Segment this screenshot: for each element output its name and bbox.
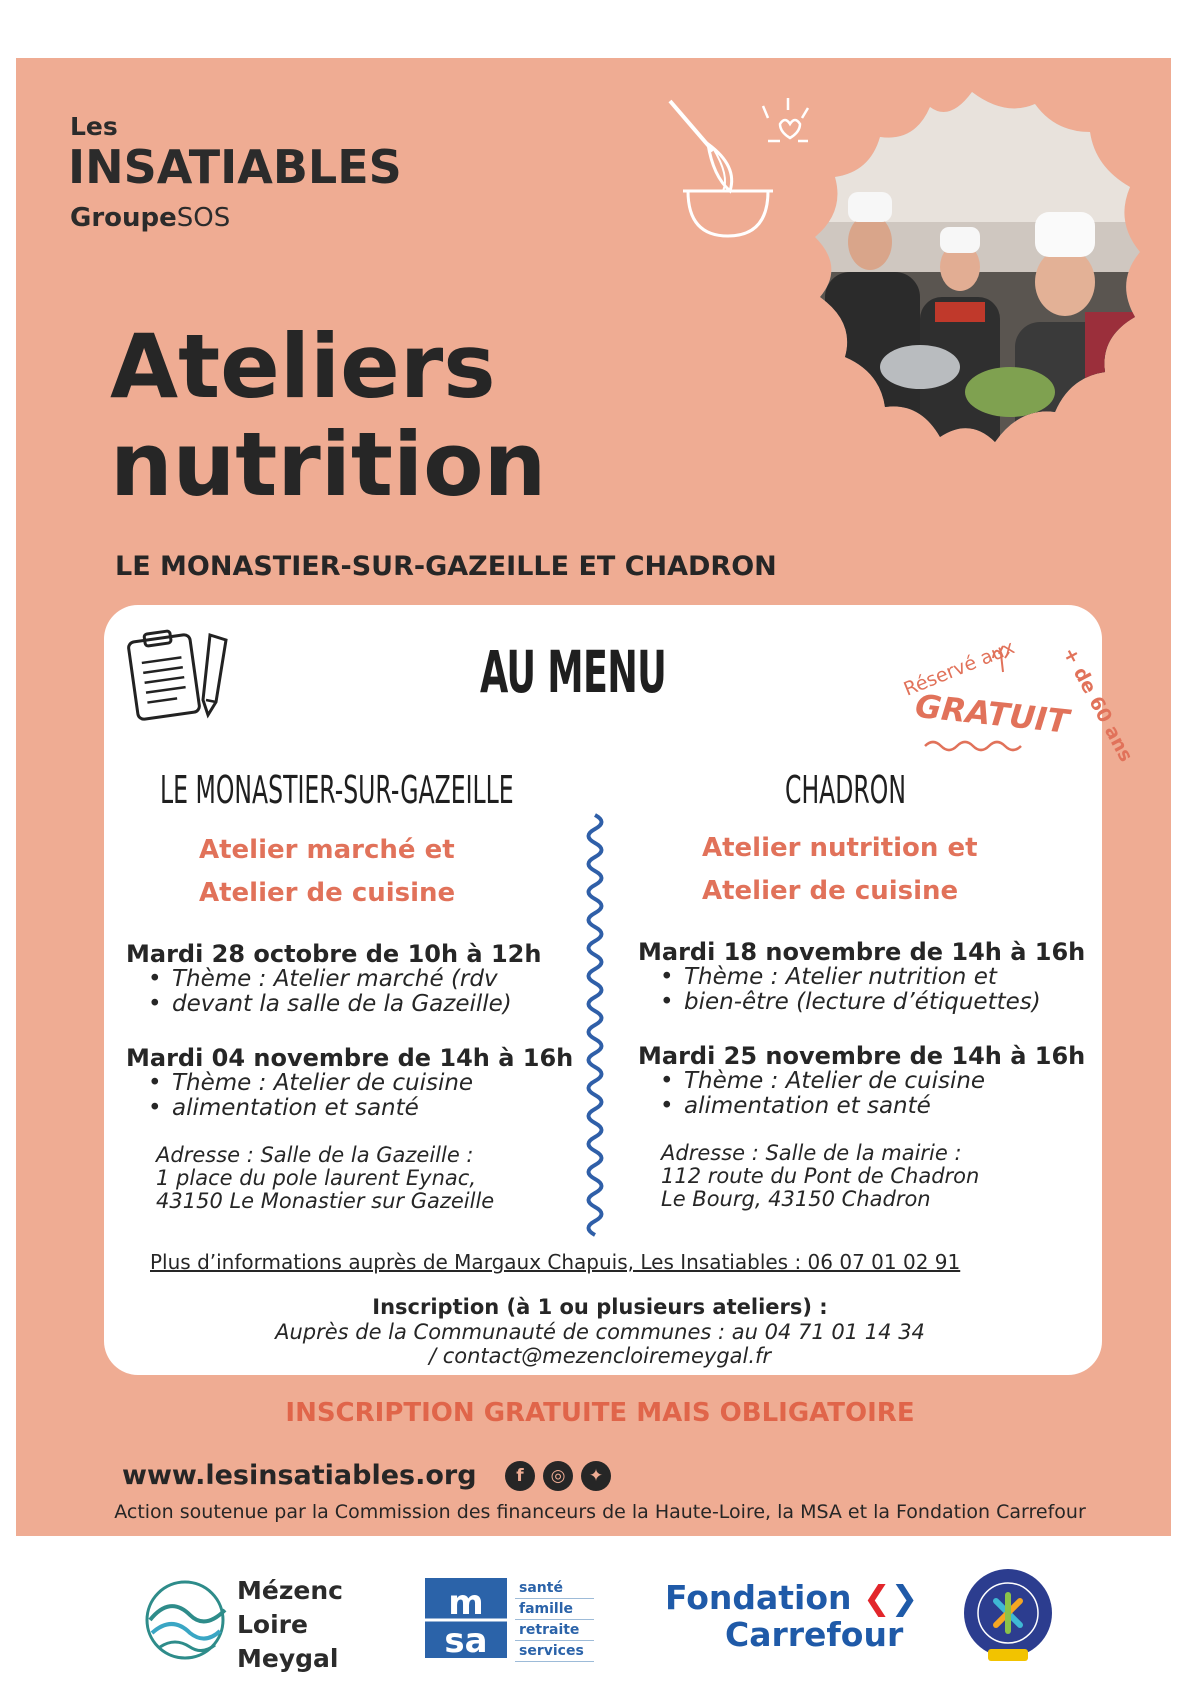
wavy-divider xyxy=(578,815,612,1235)
stamp-age: + de 60 ans xyxy=(1058,643,1138,766)
right-session-2 xyxy=(638,1044,1085,1119)
left-workshops xyxy=(199,829,455,915)
website-link[interactable]: www.lesinsatiables.org xyxy=(122,1460,477,1491)
clipboard-pencil-icon xyxy=(128,620,238,720)
commission-financeurs-logo xyxy=(958,1565,1058,1665)
right-address-2: 112 route du Pont de Chadron xyxy=(661,1164,980,1188)
left-address-2: 1 place du pole laurent Eynac, xyxy=(156,1166,477,1190)
mezenc-line-1: Mézenc xyxy=(237,1576,343,1605)
left-session-1-theme-2-text: devant la salle de la Gazeille) xyxy=(172,991,512,1017)
support-statement: Action soutenue par la Commission des financeurs de la Haute-Loire, la MSA et la Fondation Carrefour xyxy=(114,1501,1086,1523)
right-session-1 xyxy=(638,940,1085,1015)
left-session-1-theme-2 xyxy=(126,992,541,1017)
brand-les: Les xyxy=(70,112,118,141)
inscription-phone: Auprès de la Communauté de communes : au 04 71 01 14 34 xyxy=(275,1320,925,1344)
right-workshop-1: Atelier nutrition et xyxy=(702,833,978,863)
stamp-reserve: Réservé aux xyxy=(900,636,1018,701)
msa-services xyxy=(515,1578,594,1662)
left-address-3: 43150 Le Monastier sur Gazeille xyxy=(156,1189,495,1213)
mezenc-loire-meygal-logo xyxy=(140,1575,230,1670)
inscription-email[interactable]: / contact@mezencloiremeygal.fr xyxy=(428,1344,772,1368)
social-icons xyxy=(505,1461,611,1491)
left-session-2-theme-2-text: alimentation et santé xyxy=(172,1095,419,1121)
right-session-1-theme-2-text: bien-être (lecture d’étiquettes) xyxy=(684,989,1041,1015)
title-line-2: nutrition xyxy=(110,413,547,516)
instagram-icon[interactable]: ◎ xyxy=(543,1461,573,1491)
right-session-2-theme-2 xyxy=(638,1094,1085,1119)
left-address-1: Adresse : Salle de la Gazeille : xyxy=(156,1143,474,1167)
whisk-bowl-icon xyxy=(668,96,818,236)
fondation-text xyxy=(665,1578,918,1617)
right-session-1-date: Mardi 18 novembre de 14h à 16h xyxy=(638,938,1086,966)
age-gratuit-stamp xyxy=(895,618,1138,766)
brand-groupe-word: Groupe xyxy=(70,203,177,233)
right-address xyxy=(661,1142,979,1211)
cooking-photo xyxy=(800,92,1145,457)
svg-text:sa: sa xyxy=(444,1621,488,1661)
twitter-icon[interactable]: ✦ xyxy=(581,1461,611,1491)
brand-groupe xyxy=(70,203,230,233)
carrefour-symbol-icon-2: ❯ xyxy=(890,1578,919,1617)
menu-heading: AU MENU xyxy=(480,638,667,706)
left-session-1-theme-1: • Thème : Atelier marché (rdv xyxy=(126,967,541,992)
msa-line-3: retraite xyxy=(515,1620,594,1641)
right-session-2-theme-2-text: alimentation et santé xyxy=(684,1093,931,1119)
right-workshop-2: Atelier de cuisine xyxy=(702,876,959,906)
left-session-2-theme-2 xyxy=(126,1096,573,1121)
right-session-2-date: Mardi 25 novembre de 14h à 16h xyxy=(638,1042,1086,1070)
msa-line-2: famille xyxy=(515,1599,594,1620)
left-workshop-1: Atelier marché et xyxy=(199,835,455,865)
carrefour-symbol-icon: ❮ xyxy=(863,1578,891,1617)
msa-logo xyxy=(425,1578,507,1661)
inscription-title: Inscription (à 1 ou plusieurs ateliers) : xyxy=(372,1295,828,1319)
page-subtitle: LE MONASTIER-SUR-GAZEILLE ET CHADRON xyxy=(115,551,777,582)
mezenc-text xyxy=(237,1574,343,1676)
facebook-icon[interactable]: f xyxy=(505,1461,535,1491)
inscription-notice: INSCRIPTION GRATUITE MAIS OBLIGATOIRE xyxy=(285,1398,915,1428)
title-line-1: Ateliers xyxy=(110,315,496,418)
mezenc-line-3: Meygal xyxy=(237,1644,339,1673)
contact-info-link[interactable]: Plus d’informations auprès de Margaux Chapuis, Les Insatiables : 06 07 01 02 91 xyxy=(150,1250,961,1274)
right-session-1-theme-2 xyxy=(638,990,1085,1015)
msa-line-4: services xyxy=(515,1641,594,1662)
right-town-title: CHADRON xyxy=(785,768,906,812)
right-address-1: Adresse : Salle de la mairie : xyxy=(661,1141,962,1165)
left-address xyxy=(156,1144,494,1213)
left-session-2 xyxy=(126,1046,573,1121)
mezenc-line-2: Loire xyxy=(237,1610,308,1639)
right-session-2-theme-1: • Thème : Atelier de cuisine xyxy=(638,1069,1085,1094)
svg-text:m: m xyxy=(448,1583,484,1623)
left-session-1 xyxy=(126,942,541,1017)
fondation-word: Fondation xyxy=(665,1578,852,1617)
left-session-2-theme-1: • Thème : Atelier de cuisine xyxy=(126,1071,573,1096)
left-town-title: LE MONASTIER-SUR-GAZEILLE xyxy=(160,768,514,812)
page-title xyxy=(110,315,547,516)
right-workshops xyxy=(702,827,978,913)
left-session-2-date: Mardi 04 novembre de 14h à 16h xyxy=(126,1044,574,1072)
msa-line-1: santé xyxy=(515,1578,594,1599)
brand-sos: SOS xyxy=(176,203,231,233)
left-workshop-2: Atelier de cuisine xyxy=(199,878,456,908)
carrefour-text: Carrefour xyxy=(725,1615,904,1654)
brand-name: INSATIABLES xyxy=(68,140,402,194)
stamp-gratuit: GRATUIT xyxy=(913,686,1071,741)
right-address-3: Le Bourg, 43150 Chadron xyxy=(661,1187,931,1211)
left-session-1-date: Mardi 28 octobre de 10h à 12h xyxy=(126,940,542,968)
right-session-1-theme-1: • Thème : Atelier nutrition et xyxy=(638,965,1085,990)
